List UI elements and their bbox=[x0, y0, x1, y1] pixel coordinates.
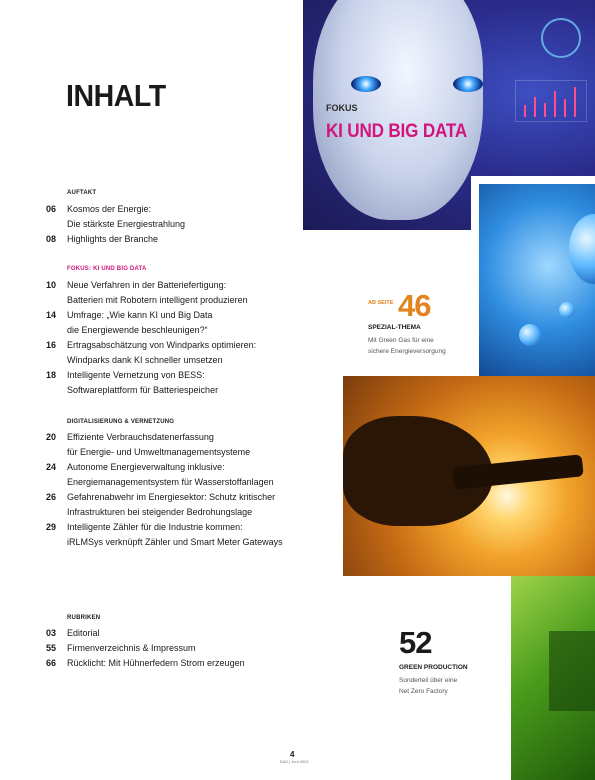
toc-line: Autonome Energieverwaltung inklusive: bbox=[67, 462, 225, 472]
toc-entry[interactable] bbox=[46, 202, 316, 232]
toc-entry[interactable] bbox=[46, 308, 316, 338]
toc-line: Die stärkste Energiestrahlung bbox=[67, 219, 186, 229]
charging-plug-image bbox=[343, 376, 595, 576]
toc-entry[interactable] bbox=[46, 430, 316, 460]
toc-line: Intelligente Vernetzung von BESS: bbox=[67, 370, 205, 380]
feature-52-line: Net Zero Factory bbox=[399, 688, 448, 695]
toc-entry[interactable] bbox=[46, 520, 316, 550]
toc-page-number: 10 bbox=[46, 280, 57, 290]
toc-line: Kosmos der Energie: bbox=[67, 204, 152, 214]
toc-line: für Energie- und Umweltmanagementsysteme bbox=[67, 447, 251, 457]
toc-line: Gefahrenabwehr im Energiesektor: Schutz kritischer bbox=[67, 492, 276, 502]
toc-entry[interactable] bbox=[46, 368, 316, 398]
toc-page-number: 29 bbox=[46, 522, 57, 532]
feature-46-page: 46 bbox=[398, 288, 431, 323]
toc-page-number: 03 bbox=[46, 628, 57, 638]
focus-kicker: FOKUS bbox=[326, 103, 358, 113]
toc-line: Infrastrukturen bei steigender Bedrohungslage bbox=[67, 507, 253, 517]
robot-eye-right bbox=[453, 76, 483, 92]
toc-line: Softwareplattform für Batteriespeicher bbox=[67, 385, 219, 395]
toc-line: Effiziente Verbrauchsdatenerfassung bbox=[67, 432, 214, 442]
toc-entry[interactable] bbox=[46, 626, 316, 641]
molecule-atom bbox=[569, 214, 595, 284]
toc-page-number: 16 bbox=[46, 340, 57, 350]
feature-52-heading: GREEN PRODUCTION bbox=[399, 664, 468, 671]
toc-entry[interactable] bbox=[46, 460, 316, 490]
molecule-image bbox=[471, 176, 595, 396]
toc-page-number: 20 bbox=[46, 432, 57, 442]
toc-entry[interactable] bbox=[46, 338, 316, 368]
toc-page-number: 66 bbox=[46, 658, 57, 668]
folio-sub: E&E | Juni 2024 bbox=[280, 759, 309, 764]
toc-line: Intelligente Zähler für die Industrie kommen: bbox=[67, 522, 243, 532]
section-label-digitalisierung: DIGITALISIERUNG & VERNETZUNG bbox=[67, 419, 175, 425]
toc-line: Energiemanagementsystem für Wasserstoffanlagen bbox=[67, 477, 274, 487]
circuit-ring-graphic bbox=[541, 18, 581, 58]
toc-line: Rücklicht: Mit Hühnerfedern Strom erzeugen bbox=[67, 658, 245, 668]
toc-line: Batterien mit Robotern intelligent produzieren bbox=[67, 295, 248, 305]
toc-entry[interactable] bbox=[46, 656, 316, 671]
toc-line: Ertragsabschätzung von Windparks optimieren: bbox=[67, 340, 257, 350]
toc-line: Firmenverzeichnis & Impressum bbox=[67, 643, 196, 653]
molecule-atom bbox=[559, 302, 575, 318]
toc-entry[interactable] bbox=[46, 641, 316, 656]
toc-page-number: 18 bbox=[46, 370, 57, 380]
page-title: INHALT bbox=[66, 78, 166, 113]
toc-entry[interactable] bbox=[46, 232, 316, 247]
green-factory-image bbox=[511, 576, 595, 780]
toc-entry[interactable] bbox=[46, 278, 316, 308]
section-label-auftakt: AUFTAKT bbox=[67, 190, 97, 196]
toc-line: die Energiewende beschleunigen?“ bbox=[67, 325, 208, 335]
toc-line: Highlights der Branche bbox=[67, 234, 159, 244]
section-label-rubriken: RUBRIKEN bbox=[67, 615, 101, 621]
candlestick-graphic bbox=[515, 80, 587, 122]
feature-46-line: Mit Green Gas für eine bbox=[368, 337, 434, 344]
section-label-fokus: FOKUS: KI UND BIG DATA bbox=[67, 266, 147, 272]
feature-52-line: Sonderteil über eine bbox=[399, 677, 458, 684]
molecule-atom bbox=[519, 324, 541, 346]
toc-line: Neue Verfahren in der Batteriefertigung: bbox=[67, 280, 227, 290]
toc-line: Umfrage: „Wie kann KI und Big Data bbox=[67, 310, 213, 320]
toc-entry[interactable] bbox=[46, 490, 316, 520]
toc-line: Windparks dank KI schneller umsetzen bbox=[67, 355, 223, 365]
feature-52-page[interactable]: 52 bbox=[399, 625, 432, 660]
toc-page-number: 06 bbox=[46, 204, 57, 214]
page-number: 4 bbox=[290, 750, 295, 759]
feature-46-line: sichere Energieversorgung bbox=[368, 348, 446, 355]
toc-page-number: 26 bbox=[46, 492, 57, 502]
toc-page-number: 24 bbox=[46, 462, 57, 472]
robot-eye-left bbox=[351, 76, 381, 92]
toc-page-number: 08 bbox=[46, 234, 57, 244]
toc-line: Editorial bbox=[67, 628, 100, 638]
feature-46-label: AB SEITE bbox=[368, 300, 394, 306]
toc-page-number: 55 bbox=[46, 643, 57, 653]
feature-46-heading: SPEZIAL-THEMA bbox=[368, 324, 421, 331]
toc-line: iRLMSys verknüpft Zähler und Smart Meter Gateways bbox=[67, 537, 283, 547]
toc-page-number: 14 bbox=[46, 310, 57, 320]
focus-title: KI UND BIG DATA bbox=[326, 121, 468, 142]
